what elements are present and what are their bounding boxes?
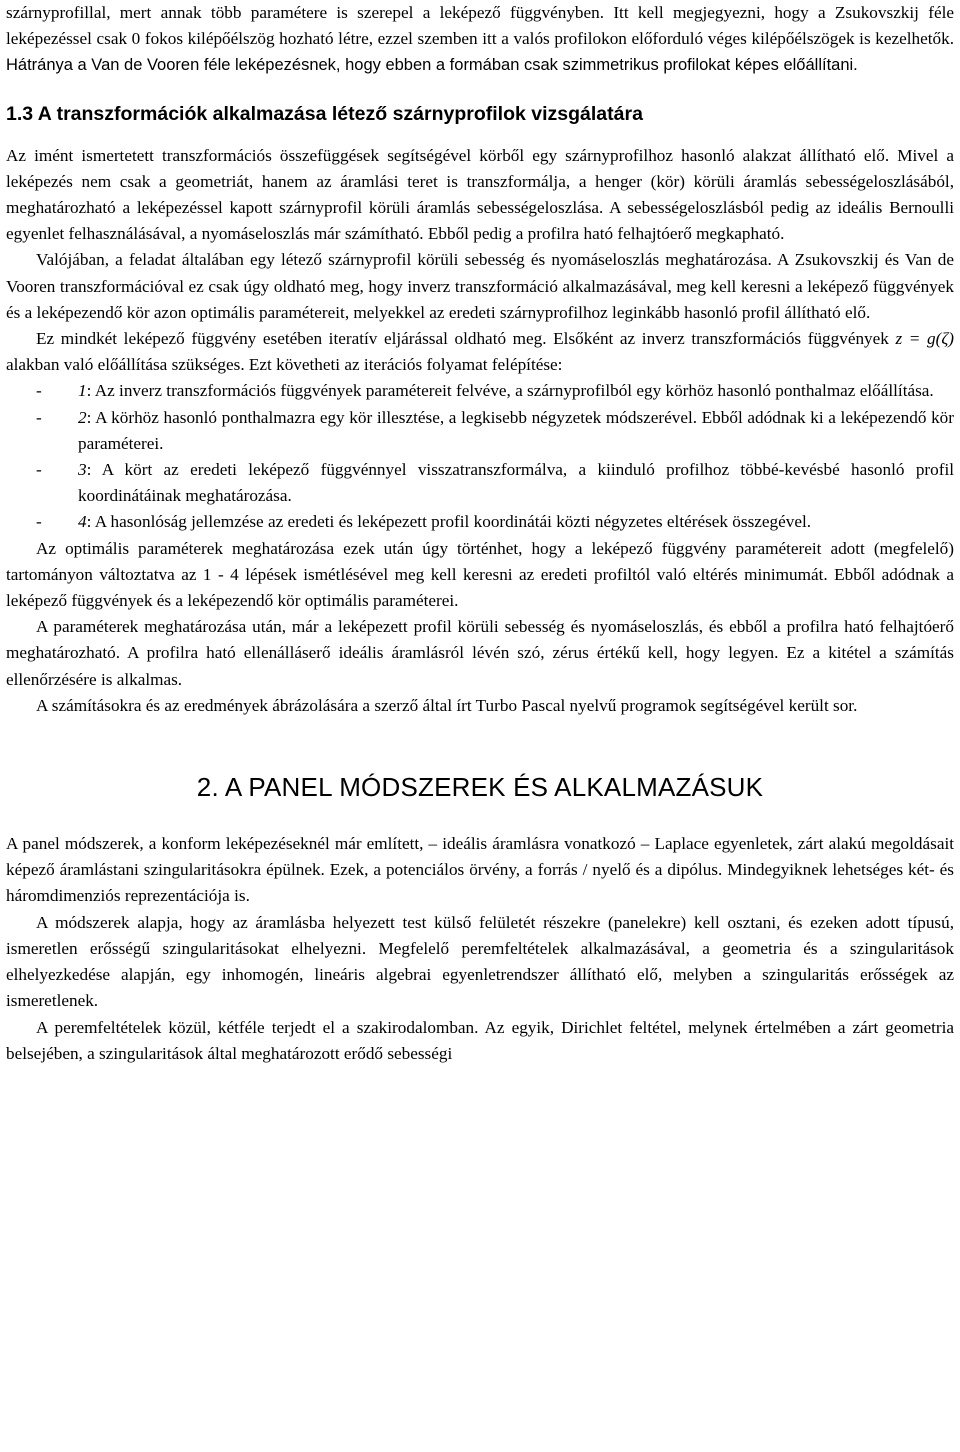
- list-item: [6, 405, 954, 457]
- step-text: : A kört az eredeti leképező függvénnyel visszatranszformálva, a kiinduló profilhoz többé-kevésbé hasonló profil koordinátáinak meghatározása.: [78, 460, 954, 506]
- iteration-steps-list: [6, 378, 954, 535]
- section13-paragraph-1: Az imént ismertetett transzformációs összefüggések segítségével körből egy szárnyprofilhoz hasonló alakzat állítható elő. Mivel a leképezés nem csak a geometriát, hanem az áramlási teret is transzformálja, a henger (kör) körüli áramlás sebességeloszlásából, meghatározható a leképezéssel kapott szárnyprofil körüli áramlás sebességeloszlása. A sebességeloszlásból pedig az ideális Bernoulli egyenlet felhasználásával, a nyomáseloszlás már számítható. Ebből pedig a profilra ható felhajtóerő megkapható.: [6, 145, 954, 244]
- step-number: 1: [78, 381, 87, 401]
- section2-paragraph-3: A peremfeltételek közül, kétféle terjedt el a szakirodalomban. Az egyik, Dirichlet feltétel, melynek értelmében a zárt geometria belsejében, a szingularitások által meghatározott erődő sebességi: [6, 1017, 954, 1063]
- list-item: [6, 509, 954, 535]
- p3-after: alakban való előállítása szükséges. Ezt követheti az iterációs folyamat felépítése:: [6, 355, 563, 375]
- intro-text-2: Hátránya a Van de Vooren féle leképezésnek, hogy ebben a formában csak szimmetrikus profilokat képes előállítani.: [6, 56, 858, 75]
- section13-paragraph-6: A számításokra és az eredmények ábrázolására a szerző által írt Turbo Pascal nyelvű programok segítségével került sor.: [36, 695, 858, 715]
- list-item: [6, 378, 954, 404]
- list-dash: -: [36, 381, 42, 401]
- chapter-heading-2: 2. A PANEL MÓDSZEREK ÉS ALKALMAZÁSUK: [196, 772, 764, 803]
- section-heading-1-3: 1.3 A transzformációk alkalmazása létező szárnyprofilok vizsgálatára: [6, 102, 643, 125]
- intro-paragraph: [6, 0, 954, 79]
- inverse-transform-formula: z = g(ζ): [895, 329, 955, 349]
- step-text: : A körhöz hasonló ponthalmazra egy kör illesztése, a legkisebb négyzetek módszerével. Ebből adódnak ki a leképezendő kör paraméterei.: [78, 407, 954, 453]
- step-text: : Az inverz transzformációs függvények paramétereit felvéve, a szárnyprofilból egy körhöz hasonló ponthalmaz előállítása.: [86, 381, 934, 401]
- list-dash: -: [36, 407, 42, 427]
- list-item: [6, 457, 954, 509]
- section13-paragraph-2: Valójában, a feladat általában egy létező szárnyprofil körüli sebesség és nyomáseloszlás meghatározása. A Zsukovszkij és Van de Vooren transzformációval ez csak úgy oldható meg, hogy inverz transzformáció alkalmazásával, meg kell keresni a leképező függvények és a leképezendő kör azon optimális paramétereit, melyekkel az eredeti szárnyprofilhoz leginkább hasonló profil állítható elő.: [6, 250, 954, 322]
- list-dash: -: [36, 460, 42, 480]
- list-dash: -: [36, 512, 42, 532]
- section13-paragraph-5: A paraméterek meghatározása után, már a leképezett profil körüli sebesség és nyomáseloszlás, és ebből a profilra ható felhajtóerő meghatározható. A profilra ható ellenálláserő ideális áramlásról lévén szó, zérus értékű kell, hogy legyen. Ez a kitétel a számítás ellenőrzésére is alkalmas.: [6, 617, 954, 689]
- step-number: 3: [78, 460, 87, 480]
- section2-paragraph-2: A módszerek alapja, hogy az áramlásba helyezett test külső felületét részekre (panelekre) kell osztani, és ezeken adott típusú, ismeretlen erősségű szingularitásokat elhelyezni. Megfelelő peremfeltételek alkalmazásával, a geometria és a szingularitások elhelyezkedése alapján, egy inhomogén, lineáris algebrai egyenletrendszer állítható elő, melyben a szingularitás erősségek az ismeretlenek.: [6, 912, 954, 1011]
- p3-before: Ez mindkét leképező függvény esetében iteratív eljárással oldható meg. Elsőként az inverz transzformációs függvények: [36, 329, 889, 349]
- section13-paragraph-3: [6, 326, 954, 378]
- step-number: 2: [78, 407, 87, 427]
- section2-paragraph-1: A panel módszerek, a konform leképezéseknél már említett, – ideális áramlásra vonatkozó – Laplace egyenletek, zárt alakú megoldásait képező áramlástani szingularitásokra épülnek. Ezek, a potenciálos örvény, a forrás / nyelő és a dipólus. Mindegyiknek lehetséges két- és háromdimenziós reprezentációja is.: [6, 834, 954, 906]
- section13-paragraph-4: Az optimális paraméterek meghatározása ezek után úgy történhet, hogy a leképező függvény paramétereit adott (megfelelő) tartományon változtatva az 1 - 4 lépések ismétlésével meg kell keresni az eredeti profiltól való eltérés minimumát. Ebből adódnak a leképező függvények és a leképezendő kör optimális paraméterei.: [6, 538, 954, 611]
- step-number: 4: [78, 512, 87, 532]
- intro-text-1: szárnyprofillal, mert annak több paramétere is szerepel a leképező függvényben. Itt kell megjegyezni, hogy a Zsukovszkij féle leképezéssel csak 0 fokos kilépőélszög hozható létre, ezzel szemben itt a valós profilokon előforduló véges kilépőélszögek is kezelhetők.: [6, 3, 954, 49]
- step-text: : A hasonlóság jellemzése az eredeti és leképezett profil koordinátái közti négyzetes eltérések összegével.: [86, 512, 812, 532]
